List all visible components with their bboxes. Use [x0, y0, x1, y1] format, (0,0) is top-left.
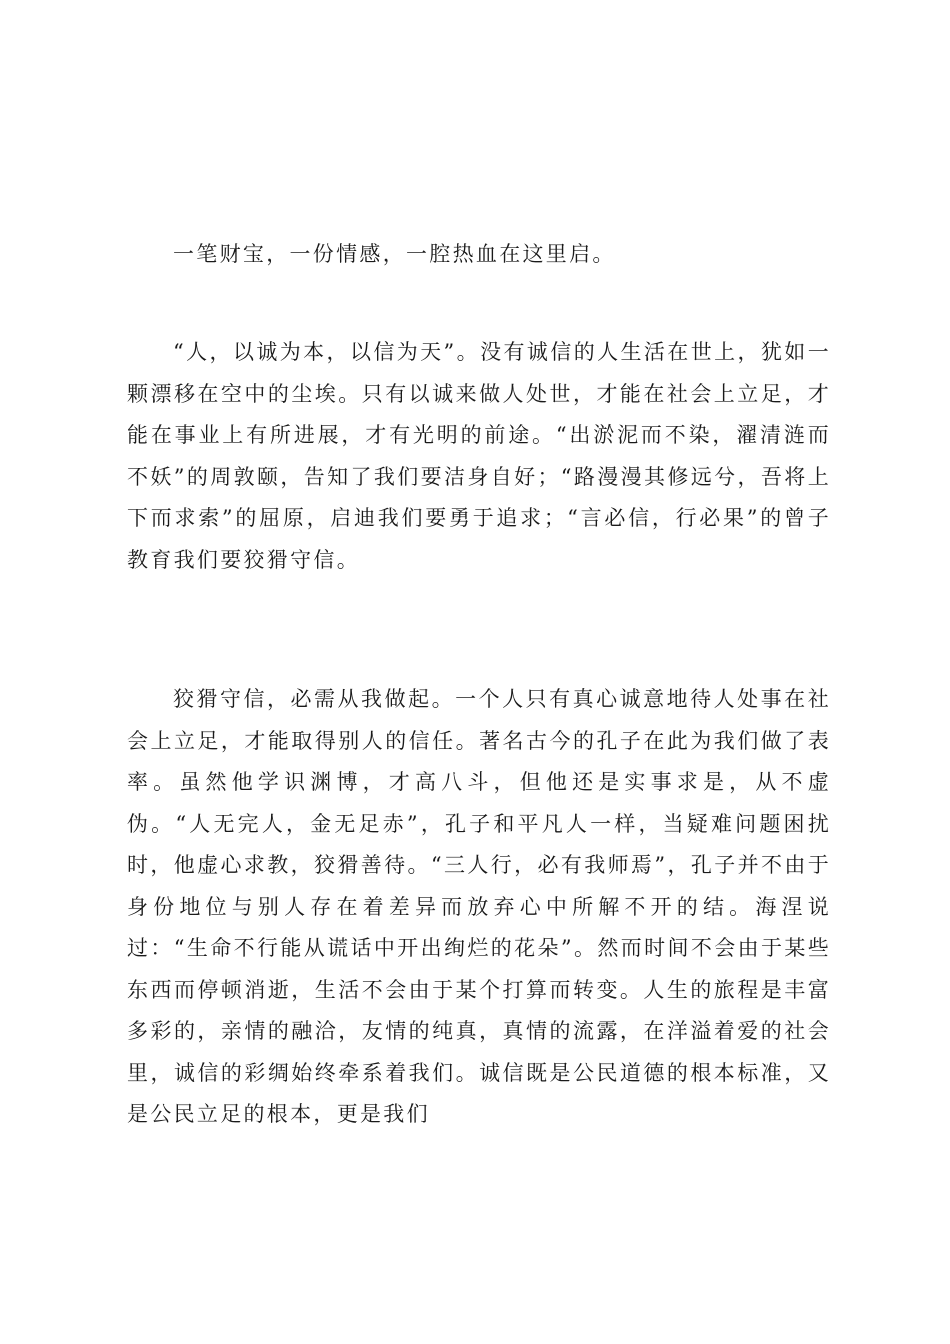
- paragraph-2: “人，以诚为本，以信为天”。没有诚信的人生活在世上，犹如一颗漂移在空中的尘埃。只有以诚来做人处世，才能在社会上立足，才能在事业上有所进展，才有光明的前途。“出淤泥而不染，濯清涟而不妖”的周敦颐，告知了我们要洁身自好；“路漫漫其修远兮，吾将上下而求索”的屈原，启迪我们要勇于追求；“言必信，行必果”的曾子教育我们要狡猾守信。: [127, 340, 831, 572]
- paragraph-3: 狡猾守信，必需从我做起。一个人只有真心诚意地待人处事在社会上立足，才能取得别人的信任。著名古今的孔子在此为我们做了表率。虽然他学识渊博，才高八斗，但他还是实事求是，从不虚伪。“人无完人，金无足赤”，孔子和平凡人一样，当疑难问题困扰时，他虚心求教，狡猾善待。“三人行，必有我师焉”，孔子并不由于身份地位与别人存在着差异而放弃心中所解不开的结。海涅说过：“生命不行能从谎话中开出绚烂的花朵”。然而时间不会由于某些东西而停顿消逝，生活不会由于某个打算而转变。人生的旅程是丰富多彩的，亲情的融洽，友情的纯真，真情的流露，在洋溢着爱的社会里，诚信的彩绸始终牵系着我们。诚信既是公民道德的根本标准，又是公民立足的根本，更是我们: [127, 687, 831, 1126]
- paragraph-1: 一笔财宝，一份情感，一腔热血在这里启。: [173, 242, 616, 266]
